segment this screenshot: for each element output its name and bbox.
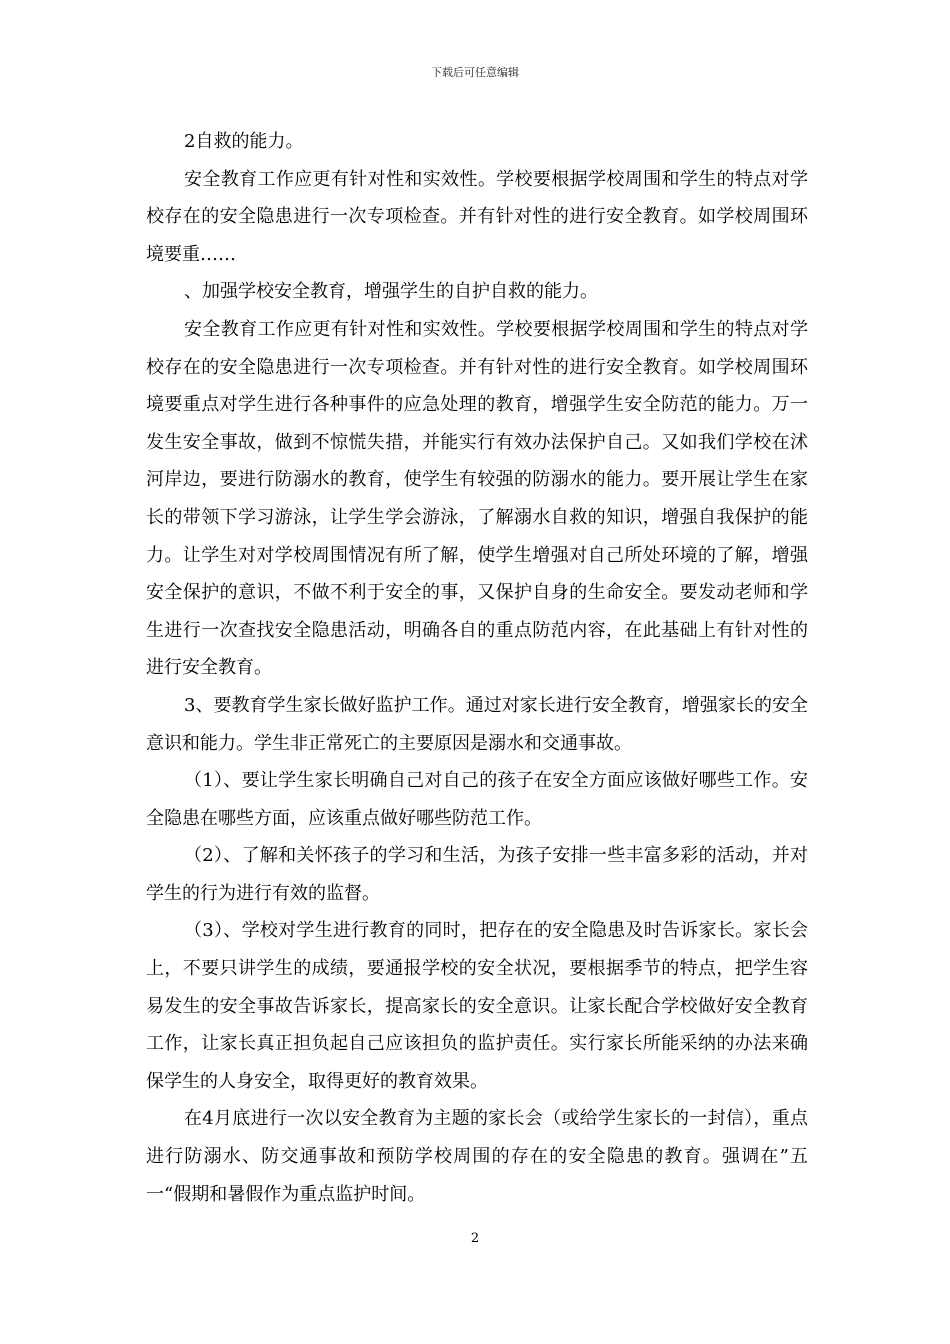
page-header: 下载后可任意编辑 <box>431 66 519 79</box>
paragraph-targeted-education-full: 安全教育工作应更有针对性和实效性。学校要根据学校周围和学生的特点对学校存在的安全隐患进行一次专项检查。并有针对性的进行安全教育。如学校周围环境要重点对学生进行各种事件的应急处理的教育，增强学生安全防范的能力。万一发生安全事故，做到不惊慌失措，并能实行有效办法保护自己。又如我们学校在沭河岸边，要进行防溺水的教育，使学生有较强的防溺水的能力。要开展让学生在家长的带领下学习游泳，让学生学会游泳，了解溺水自救的知识，增强自我保护的能力。让学生对对学校周围情况有所了解，使学生增强对自己所处环境的了解，增强安全保护的意识，不做不利于安全的事，又保护自身的生命安全。要发动老师和学生进行一次查找安全隐患活动，明确各自的重点防范内容，在此基础上有针对性的进行安全教育。 <box>146 318 808 679</box>
paragraph-parent-meeting: 在4月底进行一次以安全教育为主题的家长会（或给学生家长的一封信），重点进行防溺水、防交通事故和预防学校周围的存在的安全隐患的教育。强调在”五一“假期和暑假作为重点监护时间。 <box>146 1108 808 1205</box>
paragraph-strengthen-safety-education: 、加强学校安全教育，增强学生的自护自救的能力。 <box>184 281 598 303</box>
paragraph-parent-supervision: 3、要教育学生家长做好监护工作。通过对家长进行安全教育，增强家长的安全意识和能力。学生非正常死亡的主要原因是溺水和交通事故。 <box>146 694 808 754</box>
paragraph-self-rescue-ability: 2自救的能力。 <box>184 131 304 152</box>
page-number: 2 <box>470 1231 480 1246</box>
paragraph-item-2: （2）、了解和关怀孩子的学习和生活，为孩子安排一些丰富多彩的活动，并对学生的行为进行有效的监督。 <box>146 845 808 904</box>
document-body <box>146 123 808 1213</box>
paragraph-targeted-education-short: 安全教育工作应更有针对性和实效性。学校要根据学校周围和学生的特点对学校存在的安全隐患进行一次专项检查。并有针对性的进行安全教育。如学校周围环境要重…… <box>146 168 808 265</box>
paragraph-item-1: （1）、要让学生家长明确自己对自己的孩子在安全方面应该做好哪些工作。安全隐患在哪些方面，应该重点做好哪些防范工作。 <box>146 770 808 829</box>
paragraph-item-3: （3）、学校对学生进行教育的同时，把存在的安全隐患及时告诉家长。家长会上，不要只讲学生的成绩，要通报学校的安全状况，要根据季节的特点，把学生容易发生的安全事故告诉家长，提高家长的安全意识。让家长配合学校做好安全教育工作，让家长真正担负起自己应该担负的监护责任。实行家长所能采纳的办法来确保学生的人身安全，取得更好的教育效果。 <box>146 920 808 1092</box>
